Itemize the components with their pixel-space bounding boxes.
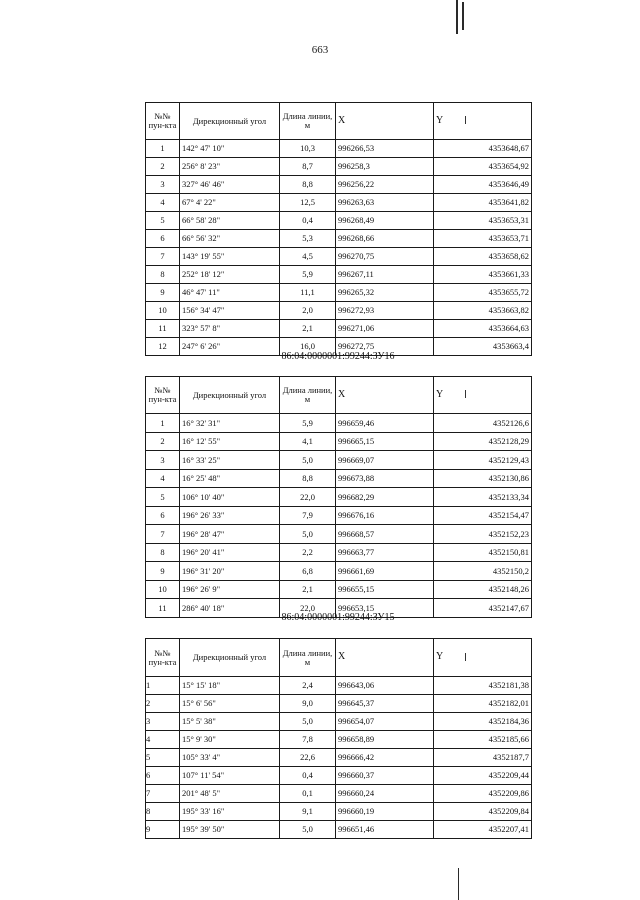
x-coordinate-cell: 996268,66: [336, 230, 434, 248]
length-cell: 4,5: [280, 248, 336, 266]
angle-cell: 16° 32' 31": [180, 414, 280, 433]
length-cell: 5,0: [280, 821, 336, 839]
x-coordinate-cell: 996665,15: [336, 432, 434, 451]
length-cell: 0,4: [280, 212, 336, 230]
coordinates-table-1: [145, 102, 532, 356]
angle-cell: 323° 57' 8": [180, 320, 280, 338]
table-row: [146, 212, 532, 230]
angle-cell: 15° 9' 30": [180, 731, 280, 749]
angle-cell: 15° 5' 38": [180, 713, 280, 731]
col-header-x: X: [336, 639, 434, 677]
length-cell: 8,7: [280, 158, 336, 176]
y-coordinate-cell: 4352130,86: [434, 469, 532, 488]
angle-cell: 196° 26' 33": [180, 506, 280, 525]
table-row: [146, 580, 532, 599]
point-number-cell: 9: [146, 562, 180, 581]
point-number-cell: 1: [146, 140, 180, 158]
x-coordinate-cell: 996668,57: [336, 525, 434, 544]
y-coordinate-cell: 4352209,86: [434, 785, 532, 803]
length-cell: 2,4: [280, 677, 336, 695]
y-coordinate-cell: 4352147,67: [434, 599, 532, 618]
point-number-cell: 6: [146, 230, 180, 248]
x-coordinate-cell: 996666,42: [336, 749, 434, 767]
angle-cell: 15° 6' 56": [180, 695, 280, 713]
x-coordinate-cell: 996654,07: [336, 713, 434, 731]
y-coordinate-cell: 4352209,44: [434, 767, 532, 785]
point-number-cell: 5: [146, 488, 180, 507]
table-row: [146, 320, 532, 338]
x-coordinate-cell: 996663,77: [336, 543, 434, 562]
table-row: [146, 414, 532, 433]
y-coordinate-cell: 4352207,41: [434, 821, 532, 839]
col-header-line-length: Длина линии, м: [280, 103, 336, 140]
parcel-label-zu15: 86:04:0000001:99244:ЗУ15: [281, 612, 395, 623]
parcel-label-zu16: 86:04:0000001:99244:ЗУ16: [281, 351, 395, 362]
y-coordinate-cell: 4353655,72: [434, 284, 532, 302]
point-number-cell: 2: [146, 432, 180, 451]
x-coordinate-cell: 996659,46: [336, 414, 434, 433]
length-cell: 5,3: [280, 230, 336, 248]
col-header-y: Y: [434, 103, 532, 140]
x-coordinate-cell: 996661,69: [336, 562, 434, 581]
y-coordinate-cell: 4353653,71: [434, 230, 532, 248]
col-header-point-number: №№ пун-кта: [146, 103, 180, 140]
y-coordinate-cell: 4352184,36: [434, 713, 532, 731]
point-number-cell: 3: [146, 713, 180, 731]
x-coordinate-cell: 996258,3: [336, 158, 434, 176]
table-row: [146, 543, 532, 562]
table-row: [146, 562, 532, 581]
col-header-directional-angle: Дирекционный угол: [180, 639, 280, 677]
length-cell: 5,9: [280, 414, 336, 433]
length-cell: 12,5: [280, 194, 336, 212]
page-number: 663: [311, 44, 329, 56]
scan-edge-mark: [462, 2, 464, 30]
table-row: [146, 749, 532, 767]
angle-cell: 15° 15' 18": [180, 677, 280, 695]
point-number-cell: 12: [146, 338, 180, 356]
angle-cell: 143° 19' 55": [180, 248, 280, 266]
point-number-cell: 10: [146, 302, 180, 320]
x-coordinate-cell: 996658,89: [336, 731, 434, 749]
angle-cell: 252° 18' 12": [180, 266, 280, 284]
length-cell: 5,0: [280, 713, 336, 731]
point-number-cell: 3: [146, 176, 180, 194]
table-row: [146, 284, 532, 302]
length-cell: 8,8: [280, 176, 336, 194]
point-number-cell: 7: [146, 248, 180, 266]
y-coordinate-cell: 4352182,01: [434, 695, 532, 713]
table-row: [146, 451, 532, 470]
length-cell: 7,9: [280, 506, 336, 525]
length-cell: 22,6: [280, 749, 336, 767]
y-coordinate-cell: 4352150,2: [434, 562, 532, 581]
col-header-point-number: №№ пун-кта: [146, 639, 180, 677]
angle-cell: 201° 48' 5": [180, 785, 280, 803]
length-cell: 5,9: [280, 266, 336, 284]
x-coordinate-cell: 996660,37: [336, 767, 434, 785]
x-coordinate-cell: 996645,37: [336, 695, 434, 713]
angle-cell: 16° 12' 55": [180, 432, 280, 451]
point-number-cell: 3: [146, 451, 180, 470]
x-coordinate-cell: 996660,24: [336, 785, 434, 803]
col-header-x: X: [336, 103, 434, 140]
length-cell: 6,8: [280, 562, 336, 581]
length-cell: 22,0: [280, 599, 336, 618]
point-number-cell: 4: [146, 731, 180, 749]
y-coordinate-cell: 4353664,63: [434, 320, 532, 338]
length-cell: 4,1: [280, 432, 336, 451]
col-header-line-length: Длина линии, м: [280, 377, 336, 414]
x-coordinate-cell: 996265,32: [336, 284, 434, 302]
y-coordinate-cell: 4352148,26: [434, 580, 532, 599]
x-coordinate-cell: 996676,16: [336, 506, 434, 525]
x-coordinate-cell: 996643,06: [336, 677, 434, 695]
length-cell: 8,8: [280, 469, 336, 488]
x-coordinate-cell: 996655,15: [336, 580, 434, 599]
table-row: [146, 302, 532, 320]
x-coordinate-cell: 996651,46: [336, 821, 434, 839]
angle-cell: 107° 11' 54": [180, 767, 280, 785]
x-coordinate-cell: 996272,75: [336, 338, 434, 356]
y-coordinate-cell: 4352133,34: [434, 488, 532, 507]
point-number-cell: 1: [146, 414, 180, 433]
length-cell: 2,1: [280, 320, 336, 338]
angle-cell: 196° 31' 20": [180, 562, 280, 581]
table-row: [146, 785, 532, 803]
table-row: [146, 158, 532, 176]
point-number-cell: 4: [146, 469, 180, 488]
y-coordinate-cell: 4352128,29: [434, 432, 532, 451]
col-header-line-length: Длина линии, м: [280, 639, 336, 677]
length-cell: 2,1: [280, 580, 336, 599]
y-coordinate-cell: 4353646,49: [434, 176, 532, 194]
col-header-directional-angle: Дирекционный угол: [180, 103, 280, 140]
angle-cell: 67° 4' 22": [180, 194, 280, 212]
length-cell: 2,2: [280, 543, 336, 562]
angle-cell: 196° 28' 47": [180, 525, 280, 544]
table-row: [146, 140, 532, 158]
point-number-cell: 1: [146, 677, 180, 695]
y-coordinate-cell: 4352126,6: [434, 414, 532, 433]
point-number-cell: 7: [146, 785, 180, 803]
length-cell: 2,0: [280, 302, 336, 320]
x-coordinate-cell: 996673,88: [336, 469, 434, 488]
angle-cell: 142° 47' 10": [180, 140, 280, 158]
y-coordinate-cell: 4353658,62: [434, 248, 532, 266]
x-coordinate-cell: 996268,49: [336, 212, 434, 230]
y-coordinate-cell: 4352154,47: [434, 506, 532, 525]
y-coordinate-cell: 4353653,31: [434, 212, 532, 230]
angle-cell: 286° 40' 18": [180, 599, 280, 618]
angle-cell: 327° 46' 46": [180, 176, 280, 194]
table-row: [146, 695, 532, 713]
angle-cell: 16° 25' 48": [180, 469, 280, 488]
length-cell: 0,4: [280, 767, 336, 785]
y-coordinate-cell: 4353663,82: [434, 302, 532, 320]
point-number-cell: 7: [146, 525, 180, 544]
x-coordinate-cell: 996653,15: [336, 599, 434, 618]
x-coordinate-cell: 996270,75: [336, 248, 434, 266]
y-coordinate-cell: 4353648,67: [434, 140, 532, 158]
scan-edge-mark: [456, 0, 458, 34]
angle-cell: 46° 47' 11": [180, 284, 280, 302]
coordinates-table-3: [145, 638, 532, 839]
y-coordinate-cell: 4353654,92: [434, 158, 532, 176]
angle-cell: 66° 58' 28": [180, 212, 280, 230]
coordinates-table-2: [145, 376, 532, 618]
point-number-cell: 2: [146, 158, 180, 176]
y-coordinate-cell: 4352150,81: [434, 543, 532, 562]
length-cell: 5,0: [280, 451, 336, 470]
x-coordinate-cell: 996256,22: [336, 176, 434, 194]
length-cell: 9,0: [280, 695, 336, 713]
angle-cell: 195° 33' 16": [180, 803, 280, 821]
table-row: [146, 488, 532, 507]
table-row: [146, 677, 532, 695]
point-number-cell: 11: [146, 320, 180, 338]
table-row: [146, 713, 532, 731]
angle-cell: 156° 34' 47": [180, 302, 280, 320]
y-coordinate-cell: 4353641,82: [434, 194, 532, 212]
angle-cell: 16° 33' 25": [180, 451, 280, 470]
table-row: [146, 248, 532, 266]
scan-edge-mark: [458, 868, 459, 900]
table-row: [146, 230, 532, 248]
length-cell: 16,0: [280, 338, 336, 356]
point-number-cell: 11: [146, 599, 180, 618]
table-row: [146, 176, 532, 194]
length-cell: 22,0: [280, 488, 336, 507]
point-number-cell: 8: [146, 266, 180, 284]
length-cell: 5,0: [280, 525, 336, 544]
length-cell: 10,3: [280, 140, 336, 158]
y-coordinate-cell: 4352181,38: [434, 677, 532, 695]
table-row: [146, 731, 532, 749]
x-coordinate-cell: 996669,07: [336, 451, 434, 470]
angle-cell: 247° 6' 26": [180, 338, 280, 356]
col-header-x: X: [336, 377, 434, 414]
point-number-cell: 10: [146, 580, 180, 599]
point-number-cell: 9: [146, 284, 180, 302]
table-row: [146, 525, 532, 544]
x-coordinate-cell: 996272,93: [336, 302, 434, 320]
x-coordinate-cell: 996660,19: [336, 803, 434, 821]
table-row: [146, 432, 532, 451]
length-cell: 9,1: [280, 803, 336, 821]
x-coordinate-cell: 996263,63: [336, 194, 434, 212]
angle-cell: 256° 8' 23": [180, 158, 280, 176]
table-row: [146, 469, 532, 488]
length-cell: 0,1: [280, 785, 336, 803]
point-number-cell: 8: [146, 803, 180, 821]
point-number-cell: 8: [146, 543, 180, 562]
table-row: [146, 506, 532, 525]
point-number-cell: 6: [146, 506, 180, 525]
angle-cell: 195° 39' 50": [180, 821, 280, 839]
angle-cell: 196° 20' 41": [180, 543, 280, 562]
point-number-cell: 9: [146, 821, 180, 839]
y-coordinate-cell: 4352185,66: [434, 731, 532, 749]
point-number-cell: 6: [146, 767, 180, 785]
point-number-cell: 5: [146, 749, 180, 767]
y-coordinate-cell: 4352152,23: [434, 525, 532, 544]
x-coordinate-cell: 996266,53: [336, 140, 434, 158]
table-row: [146, 266, 532, 284]
table-row: [146, 821, 532, 839]
col-header-y: Y: [434, 639, 532, 677]
point-number-cell: 4: [146, 194, 180, 212]
y-coordinate-cell: 4352187,7: [434, 749, 532, 767]
length-cell: 11,1: [280, 284, 336, 302]
angle-cell: 106° 10' 40": [180, 488, 280, 507]
point-number-cell: 2: [146, 695, 180, 713]
y-coordinate-cell: 4352129,43: [434, 451, 532, 470]
x-coordinate-cell: 996271,06: [336, 320, 434, 338]
point-number-cell: 5: [146, 212, 180, 230]
x-coordinate-cell: 996682,29: [336, 488, 434, 507]
col-header-directional-angle: Дирекционный угол: [180, 377, 280, 414]
table-row: [146, 767, 532, 785]
x-coordinate-cell: 996267,11: [336, 266, 434, 284]
table-row: [146, 803, 532, 821]
y-coordinate-cell: 4353661,33: [434, 266, 532, 284]
y-coordinate-cell: 4353663,4: [434, 338, 532, 356]
angle-cell: 105° 33' 4": [180, 749, 280, 767]
y-coordinate-cell: 4352209,84: [434, 803, 532, 821]
angle-cell: 196° 26' 9": [180, 580, 280, 599]
col-header-y: Y: [434, 377, 532, 414]
table-row: [146, 194, 532, 212]
col-header-point-number: №№ пун-кта: [146, 377, 180, 414]
length-cell: 7,8: [280, 731, 336, 749]
angle-cell: 66° 56' 32": [180, 230, 280, 248]
